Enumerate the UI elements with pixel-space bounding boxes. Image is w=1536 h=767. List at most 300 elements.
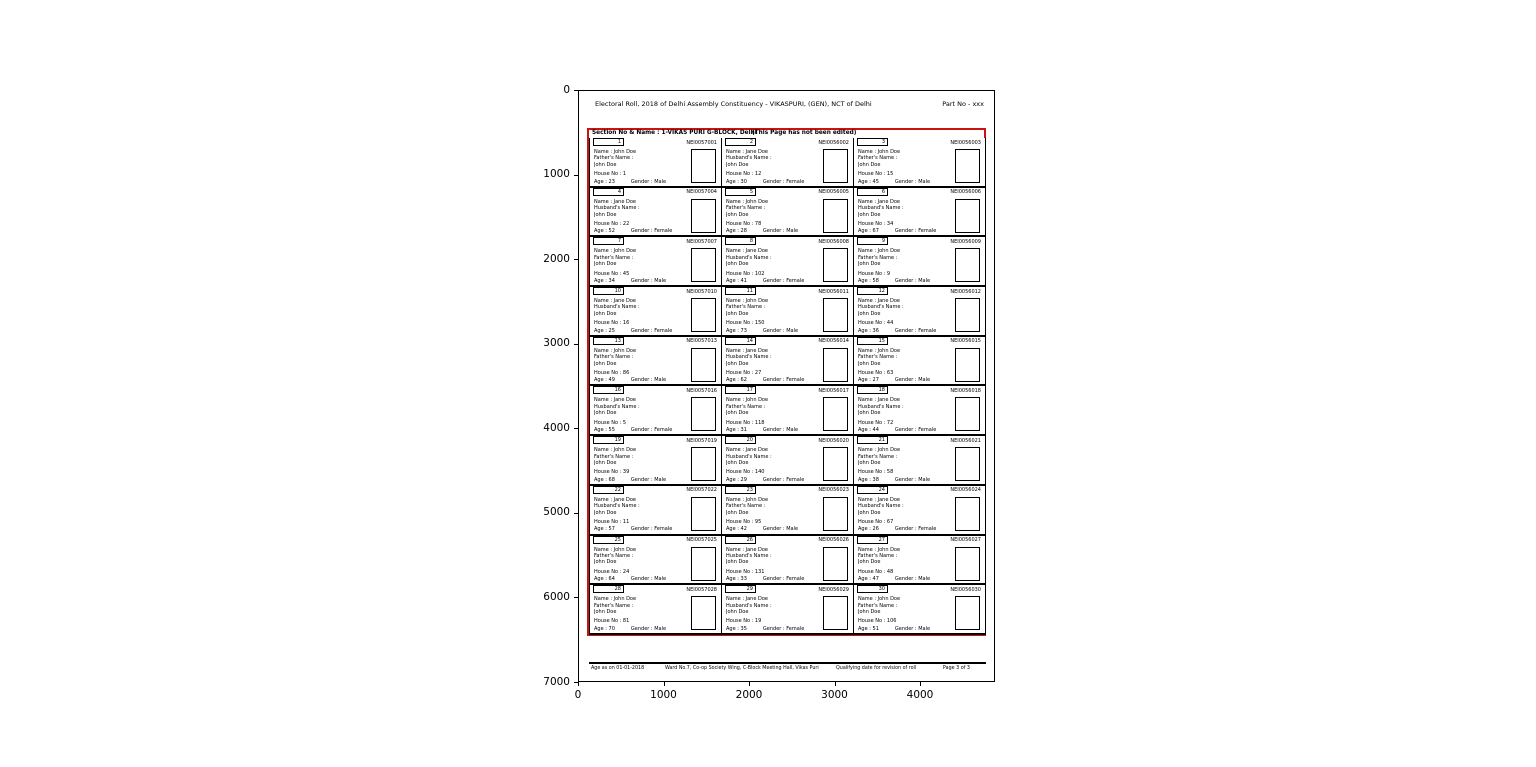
x-tick-mark bbox=[920, 682, 921, 686]
age-gender-line bbox=[594, 427, 690, 433]
age-gender-line bbox=[594, 228, 690, 234]
epic-number: NEI0056012 bbox=[950, 288, 981, 295]
voter-name-line: Name : Jane Doe bbox=[594, 397, 636, 404]
voter-name-line: Name : John Doe bbox=[858, 347, 901, 354]
voter-card bbox=[590, 237, 722, 287]
relation-name: John Doe bbox=[726, 459, 749, 466]
voter-name-line: Name : John Doe bbox=[594, 546, 637, 553]
y-tick-label: 1000 bbox=[543, 168, 570, 181]
voter-details bbox=[594, 547, 690, 583]
gender-field: Gender : Male bbox=[630, 178, 667, 185]
relation-label: Father's Name : bbox=[594, 552, 634, 559]
age-gender-line bbox=[858, 477, 954, 483]
relation-name: John Doe bbox=[858, 261, 881, 268]
relation-name: John Doe bbox=[858, 559, 881, 566]
house-line: House No : 86 bbox=[594, 369, 630, 376]
age-gender-line bbox=[858, 576, 954, 582]
voter-card bbox=[722, 337, 854, 387]
voter-photo-placeholder bbox=[823, 547, 848, 581]
voter-details bbox=[594, 447, 690, 483]
voter-card bbox=[722, 486, 854, 536]
house-line: House No : 118 bbox=[726, 419, 765, 426]
voter-details bbox=[858, 298, 954, 334]
voter-photo-placeholder bbox=[691, 596, 716, 630]
relation-name: John Doe bbox=[594, 261, 617, 268]
relation-name: John Doe bbox=[594, 609, 617, 615]
voter-card bbox=[722, 585, 854, 635]
voter-details bbox=[594, 497, 690, 533]
gender-field: Gender : Male bbox=[630, 625, 667, 632]
age-gender-line bbox=[858, 328, 954, 334]
y-tick-label: 6000 bbox=[543, 590, 570, 603]
age-field: Age : 67 bbox=[858, 228, 879, 235]
serial-number: 21 bbox=[878, 437, 885, 444]
age-gender-line bbox=[594, 377, 690, 383]
relation-label: Father's Name : bbox=[594, 155, 634, 162]
epic-number: NEI0056006 bbox=[950, 189, 981, 196]
serial-number: 5 bbox=[749, 188, 753, 195]
serial-number: 15 bbox=[878, 337, 885, 344]
voter-name-line: Name : John Doe bbox=[858, 248, 901, 255]
voter-photo-placeholder bbox=[823, 149, 848, 183]
serial-number-box bbox=[593, 486, 624, 494]
serial-number-box bbox=[593, 138, 624, 146]
serial-number: 26 bbox=[746, 536, 753, 543]
epic-number: NEI0057007 bbox=[686, 238, 717, 245]
voter-card bbox=[590, 585, 722, 635]
age-field: Age : 51 bbox=[858, 625, 879, 632]
house-line: House No : 1 bbox=[594, 171, 627, 178]
age-gender-line bbox=[726, 278, 822, 284]
serial-number: 10 bbox=[614, 288, 621, 295]
voter-details bbox=[594, 348, 690, 384]
relation-label: Father's Name : bbox=[594, 254, 634, 261]
relation-label: Father's Name : bbox=[726, 205, 766, 212]
voter-photo-placeholder bbox=[955, 596, 980, 630]
age-field: Age : 29 bbox=[726, 476, 747, 483]
relation-name: John Doe bbox=[726, 509, 749, 516]
voter-card bbox=[590, 436, 722, 486]
voter-card bbox=[854, 386, 986, 436]
voter-card bbox=[854, 436, 986, 486]
voter-name-line: Name : John Doe bbox=[726, 496, 769, 503]
voter-photo-placeholder bbox=[691, 348, 716, 382]
age-field: Age : 42 bbox=[726, 526, 747, 533]
relation-label: Father's Name : bbox=[858, 602, 898, 609]
voter-photo-placeholder bbox=[823, 199, 848, 233]
voter-details bbox=[858, 397, 954, 433]
voter-photo-placeholder bbox=[691, 199, 716, 233]
serial-number: 11 bbox=[746, 288, 753, 295]
serial-number-box bbox=[725, 138, 756, 146]
house-line: House No : 9 bbox=[858, 270, 891, 277]
serial-number: 30 bbox=[878, 586, 885, 593]
serial-number: 25 bbox=[614, 536, 621, 543]
relation-name: John Doe bbox=[726, 261, 749, 268]
age-gender-line bbox=[858, 278, 954, 284]
age-field: Age : 45 bbox=[858, 178, 879, 185]
serial-number-box bbox=[857, 436, 888, 444]
voter-details bbox=[594, 397, 690, 433]
house-line: House No : 5 bbox=[594, 419, 627, 426]
relation-label: Husband's Name : bbox=[594, 304, 640, 311]
voter-name-line: Name : Jane Doe bbox=[726, 447, 768, 454]
part-number: Part No - xxx bbox=[942, 100, 984, 108]
serial-number: 27 bbox=[878, 536, 885, 543]
epic-number: NEI0056021 bbox=[950, 437, 981, 444]
gender-field: Gender : Male bbox=[762, 327, 799, 334]
house-line: House No : 19 bbox=[726, 618, 762, 625]
voter-photo-placeholder bbox=[955, 149, 980, 183]
footer-page-number: Page 3 of 3 bbox=[943, 666, 970, 671]
voter-name-line: Name : John Doe bbox=[726, 397, 769, 404]
voter-details bbox=[594, 149, 690, 185]
footer-age-as-on: Age as on 01-01-2018 bbox=[591, 666, 645, 671]
epic-number: NEI0056015 bbox=[950, 338, 981, 345]
relation-name: John Doe bbox=[858, 459, 881, 466]
age-field: Age : 41 bbox=[726, 278, 747, 284]
serial-number: 7 bbox=[617, 238, 621, 245]
age-field: Age : 23 bbox=[594, 178, 615, 185]
house-line: House No : 58 bbox=[858, 469, 894, 476]
serial-number: 20 bbox=[746, 437, 753, 444]
gender-field: Gender : Female bbox=[762, 178, 805, 185]
relation-name: John Doe bbox=[858, 310, 881, 317]
serial-number: 18 bbox=[878, 387, 885, 394]
age-field: Age : 64 bbox=[594, 576, 615, 583]
relation-name: John Doe bbox=[726, 410, 749, 417]
serial-number-box bbox=[593, 436, 624, 444]
age-field: Age : 26 bbox=[858, 526, 879, 533]
voter-name-line: Name : Jane Doe bbox=[858, 496, 900, 503]
relation-label: Father's Name : bbox=[726, 503, 766, 510]
voter-photo-placeholder bbox=[823, 298, 848, 332]
x-tick-mark bbox=[664, 682, 665, 686]
voter-details bbox=[858, 447, 954, 483]
gender-field: Gender : Female bbox=[894, 327, 937, 334]
voter-card bbox=[590, 138, 722, 188]
gender-field: Gender : Male bbox=[762, 427, 799, 434]
x-tick-label: 4000 bbox=[906, 689, 934, 701]
house-line: House No : 63 bbox=[858, 369, 894, 376]
voter-name-line: Name : Jane Doe bbox=[858, 397, 900, 404]
age-gender-line bbox=[726, 526, 822, 532]
relation-label: Father's Name : bbox=[594, 354, 634, 361]
gender-field: Gender : Male bbox=[762, 526, 799, 533]
voter-card bbox=[854, 287, 986, 337]
footer-polling-station: Ward No.7, Co-op Society Wing, C-Block Meeting Hall, Vikas Puri bbox=[665, 666, 819, 671]
serial-number-box bbox=[725, 585, 756, 593]
electoral-roll-header: Electoral Roll, 2018 of Delhi Assembly Constituency - VIKASPURI, (GEN), NCT of Delhi bbox=[595, 100, 872, 108]
relation-label: Father's Name : bbox=[858, 354, 898, 361]
house-line: House No : 22 bbox=[594, 220, 630, 227]
serial-number: 23 bbox=[746, 486, 753, 493]
gender-field: Gender : Female bbox=[894, 427, 937, 434]
voter-card bbox=[854, 337, 986, 387]
relation-label: Husband's Name : bbox=[858, 503, 904, 510]
age-field: Age : 25 bbox=[594, 327, 615, 334]
voter-name-line: Name : Jane Doe bbox=[858, 198, 900, 205]
relation-label: Husband's Name : bbox=[594, 205, 640, 212]
house-line: House No : 67 bbox=[858, 519, 894, 526]
voter-details bbox=[726, 199, 822, 235]
epic-number: NEI0056003 bbox=[950, 139, 981, 146]
epic-number: NEI0056029 bbox=[818, 586, 849, 593]
voter-photo-placeholder bbox=[691, 149, 716, 183]
gender-field: Gender : Female bbox=[630, 526, 673, 533]
age-field: Age : 38 bbox=[858, 476, 879, 483]
voter-photo-placeholder bbox=[823, 596, 848, 630]
relation-label: Father's Name : bbox=[726, 304, 766, 311]
house-line: House No : 78 bbox=[726, 220, 762, 227]
relation-name: John Doe bbox=[858, 161, 881, 168]
gender-field: Gender : Female bbox=[762, 476, 805, 483]
serial-number-box bbox=[725, 436, 756, 444]
voter-name-line: Name : John Doe bbox=[726, 198, 769, 205]
relation-label: Husband's Name : bbox=[858, 304, 904, 311]
relation-name: John Doe bbox=[594, 410, 617, 417]
voter-details bbox=[726, 447, 822, 483]
voter-name-line: Name : John Doe bbox=[594, 149, 637, 155]
relation-name: John Doe bbox=[594, 211, 617, 218]
voter-card bbox=[722, 138, 854, 188]
serial-number-box bbox=[857, 386, 888, 394]
house-line: House No : 27 bbox=[726, 369, 762, 376]
voter-photo-placeholder bbox=[823, 348, 848, 382]
epic-number: NEI0057013 bbox=[686, 338, 717, 345]
voter-photo-placeholder bbox=[691, 397, 716, 431]
serial-number-box bbox=[857, 585, 888, 593]
epic-number: NEI0057019 bbox=[686, 437, 717, 444]
epic-number: NEI0056017 bbox=[818, 387, 849, 394]
age-field: Age : 44 bbox=[858, 427, 879, 434]
serial-number-box bbox=[725, 188, 756, 196]
voter-name-line: Name : John Doe bbox=[594, 596, 637, 603]
age-gender-line bbox=[594, 278, 690, 284]
serial-number-box bbox=[593, 585, 624, 593]
age-field: Age : 49 bbox=[594, 377, 615, 384]
gender-field: Gender : Female bbox=[762, 625, 805, 632]
relation-label: Husband's Name : bbox=[594, 403, 640, 410]
age-gender-line bbox=[726, 179, 822, 185]
serial-number-box bbox=[725, 386, 756, 394]
age-gender-line bbox=[726, 576, 822, 582]
voter-card bbox=[590, 287, 722, 337]
gender-field: Gender : Female bbox=[630, 427, 673, 434]
voter-photo-placeholder bbox=[823, 497, 848, 531]
house-line: House No : 11 bbox=[594, 519, 630, 526]
document-footer bbox=[589, 666, 986, 674]
age-field: Age : 33 bbox=[726, 576, 747, 583]
epic-number: NEI0056027 bbox=[950, 537, 981, 543]
voter-name-line: Name : Jane Doe bbox=[726, 248, 768, 255]
epic-number: NEI0056011 bbox=[818, 288, 849, 295]
epic-number: NEI0057022 bbox=[686, 487, 717, 494]
age-field: Age : 70 bbox=[594, 625, 615, 632]
serial-number-box bbox=[725, 287, 756, 295]
relation-label: Husband's Name : bbox=[726, 552, 772, 559]
age-gender-line bbox=[858, 228, 954, 234]
voter-details bbox=[726, 248, 822, 284]
relation-name: John Doe bbox=[858, 211, 881, 218]
gender-field: Gender : Female bbox=[762, 377, 805, 384]
age-gender-line bbox=[594, 576, 690, 582]
voter-details bbox=[858, 149, 954, 185]
voter-details bbox=[594, 298, 690, 334]
epic-number: NEI0056002 bbox=[818, 139, 849, 146]
epic-number: NEI0057016 bbox=[686, 387, 717, 394]
voter-name-line: Name : John Doe bbox=[858, 447, 901, 454]
age-gender-line bbox=[858, 526, 954, 532]
age-field: Age : 31 bbox=[726, 427, 747, 434]
age-field: Age : 57 bbox=[594, 526, 615, 533]
age-gender-line bbox=[726, 477, 822, 483]
serial-number: 24 bbox=[878, 486, 885, 493]
epic-number: NEI0056014 bbox=[818, 338, 849, 345]
serial-number-box bbox=[725, 536, 756, 544]
y-tick-label: 7000 bbox=[543, 675, 570, 688]
relation-label: Husband's Name : bbox=[858, 403, 904, 410]
epic-number: NEI0056020 bbox=[818, 437, 849, 444]
voter-details bbox=[726, 596, 822, 632]
gender-field: Gender : Male bbox=[630, 476, 667, 483]
voter-card bbox=[590, 188, 722, 238]
house-line: House No : 102 bbox=[726, 270, 765, 277]
voter-photo-placeholder bbox=[691, 447, 716, 481]
serial-number-box bbox=[857, 486, 888, 494]
voter-card bbox=[590, 536, 722, 586]
house-line: House No : 24 bbox=[594, 568, 630, 575]
gender-field: Gender : Male bbox=[762, 228, 799, 235]
voter-card bbox=[854, 188, 986, 238]
serial-number: 16 bbox=[614, 387, 621, 394]
voter-name-line: Name : Jane Doe bbox=[726, 149, 768, 155]
relation-label: Husband's Name : bbox=[594, 503, 640, 510]
house-line: House No : 72 bbox=[858, 419, 894, 426]
voter-photo-placeholder bbox=[955, 497, 980, 531]
serial-number-box bbox=[593, 386, 624, 394]
relation-name: John Doe bbox=[726, 559, 749, 566]
gender-field: Gender : Male bbox=[894, 377, 931, 384]
epic-number: NEI0057004 bbox=[686, 189, 717, 196]
age-field: Age : 62 bbox=[726, 377, 747, 384]
voter-photo-placeholder bbox=[955, 397, 980, 431]
age-field: Age : 28 bbox=[726, 228, 747, 235]
voter-photo-placeholder bbox=[691, 248, 716, 282]
x-tick-mark bbox=[578, 682, 579, 686]
voter-details bbox=[858, 547, 954, 583]
serial-number: 28 bbox=[614, 586, 621, 593]
voter-photo-placeholder bbox=[955, 248, 980, 282]
serial-number-box bbox=[725, 486, 756, 494]
relation-name: John Doe bbox=[726, 161, 749, 168]
voter-photo-placeholder bbox=[823, 397, 848, 431]
x-tick-mark bbox=[749, 682, 750, 686]
voter-card bbox=[854, 237, 986, 287]
relation-name: John Doe bbox=[858, 509, 881, 516]
gender-field: Gender : Male bbox=[630, 576, 667, 583]
voter-photo-placeholder bbox=[691, 298, 716, 332]
serial-number-box bbox=[593, 536, 624, 544]
voter-card bbox=[722, 536, 854, 586]
age-gender-line bbox=[726, 626, 822, 632]
gender-field: Gender : Male bbox=[630, 278, 667, 284]
gender-field: Gender : Male bbox=[894, 576, 931, 583]
page-edit-note: (This Page has not been edited) bbox=[752, 130, 857, 136]
voter-photo-placeholder bbox=[823, 447, 848, 481]
serial-number: 22 bbox=[614, 486, 621, 493]
voter-name-line: Name : Jane Doe bbox=[594, 496, 636, 503]
relation-name: John Doe bbox=[594, 360, 617, 367]
relation-label: Father's Name : bbox=[858, 552, 898, 559]
age-gender-line bbox=[594, 626, 690, 632]
gender-field: Gender : Male bbox=[894, 178, 931, 185]
voter-name-line: Name : Jane Doe bbox=[726, 596, 768, 603]
y-tick-label: 4000 bbox=[543, 421, 570, 434]
gender-field: Gender : Male bbox=[894, 278, 931, 284]
serial-number-box bbox=[593, 337, 624, 345]
section-name: Section No & Name : 1-VIKAS PURI G-BLOCK, Delhi bbox=[592, 130, 757, 136]
age-gender-line bbox=[726, 328, 822, 334]
epic-number: NEI0056024 bbox=[950, 487, 981, 494]
relation-label: Husband's Name : bbox=[726, 254, 772, 261]
serial-number: 19 bbox=[614, 437, 621, 444]
house-line: House No : 45 bbox=[594, 270, 630, 277]
relation-label: Father's Name : bbox=[858, 254, 898, 261]
epic-number: NEI0056009 bbox=[950, 238, 981, 245]
voter-grid bbox=[589, 138, 986, 635]
relation-name: John Doe bbox=[726, 211, 749, 218]
voter-photo-placeholder bbox=[955, 547, 980, 581]
voter-details bbox=[726, 497, 822, 533]
relation-label: Husband's Name : bbox=[726, 155, 772, 162]
voter-details bbox=[858, 199, 954, 235]
age-gender-line bbox=[594, 179, 690, 185]
gender-field: Gender : Female bbox=[630, 327, 673, 334]
serial-number-box bbox=[725, 337, 756, 345]
age-gender-line bbox=[594, 477, 690, 483]
voter-card bbox=[722, 188, 854, 238]
epic-number: NEI0056018 bbox=[950, 387, 981, 394]
gender-field: Gender : Female bbox=[762, 576, 805, 583]
voter-card bbox=[590, 386, 722, 436]
voter-name-line: Name : Jane Doe bbox=[726, 546, 768, 553]
voter-name-line: Name : John Doe bbox=[594, 447, 637, 454]
voter-name-line: Name : Jane Doe bbox=[726, 347, 768, 354]
voter-card bbox=[722, 237, 854, 287]
serial-number: 29 bbox=[746, 586, 753, 593]
voter-photo-placeholder bbox=[955, 298, 980, 332]
x-tick-label: 1000 bbox=[650, 689, 677, 701]
age-gender-line bbox=[594, 328, 690, 334]
voter-name-line: Name : Jane Doe bbox=[594, 198, 636, 205]
age-field: Age : 27 bbox=[858, 377, 879, 384]
age-gender-line bbox=[858, 626, 954, 632]
house-line: House No : 131 bbox=[726, 568, 765, 575]
epic-number: NEI0057010 bbox=[686, 288, 717, 295]
house-line: House No : 39 bbox=[594, 469, 630, 476]
voter-photo-placeholder bbox=[691, 497, 716, 531]
relation-label: Husband's Name : bbox=[726, 354, 772, 361]
y-tick-label: 3000 bbox=[543, 337, 570, 350]
serial-number: 2 bbox=[749, 139, 753, 145]
y-tick-label: 2000 bbox=[543, 252, 570, 265]
serial-number: 6 bbox=[881, 188, 885, 195]
epic-number: NEI0057001 bbox=[686, 139, 717, 146]
age-gender-line bbox=[858, 377, 954, 383]
voter-details bbox=[858, 348, 954, 384]
relation-label: Father's Name : bbox=[726, 403, 766, 410]
